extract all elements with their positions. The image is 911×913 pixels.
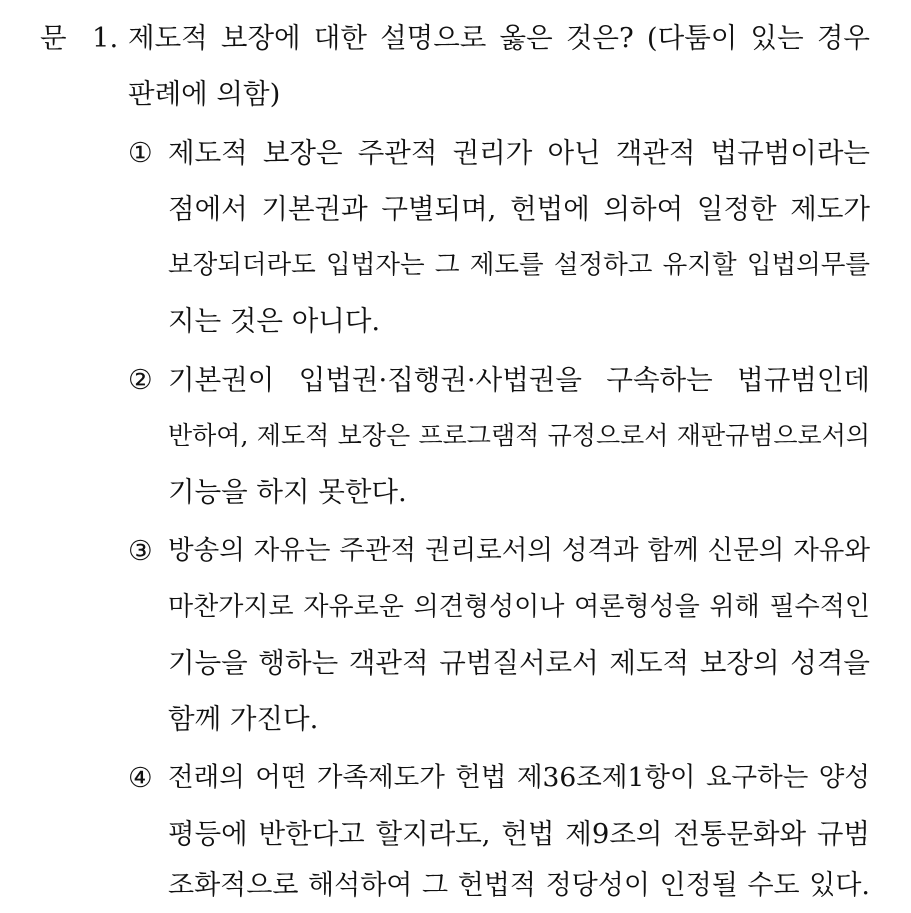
question-stem-line-1: 제도적 보장에 대한 설명으로 옳은 것은? (다툼이 있는 경우	[128, 22, 870, 54]
option-2-marker: ②	[128, 364, 153, 396]
option-3-line-3: 기능을 행하는 객관적 규범질서로서 제도적 보장의 성격을	[168, 647, 870, 679]
option-4-line-1: 전래의 어떤 가족제도가 헌법 제36조제1항이 요구하는 양성	[168, 762, 870, 793]
option-1-marker: ①	[128, 137, 153, 169]
option-1-line-3: 보장되더라도 입법자는 그 제도를 설정하고 유지할 입법의무를	[168, 250, 870, 280]
option-4-line-3: 조화적으로 해석하여 그 헌법적 정당성이 인정될 수도 있다.	[168, 870, 870, 901]
option-3-marker: ③	[128, 535, 153, 567]
option-2-line-3: 기능을 하지 못한다.	[168, 476, 407, 508]
option-3-line-1: 방송의 자유는 주관적 권리로서의 성격과 함께 신문의 자유와	[168, 535, 870, 566]
option-4-line-2: 평등에 반한다고 할지라도, 헌법 제9조의 전통문화와 규범	[168, 818, 870, 850]
question-stem-line-2: 판례에 의함)	[128, 78, 281, 110]
option-1-line-2: 점에서 기본권과 구별되며, 헌법에 의하여 일정한 제도가	[168, 193, 870, 225]
question-prefix: 문	[40, 22, 67, 54]
question-number: 1.	[92, 22, 119, 54]
option-3-line-4: 함께 가진다.	[168, 703, 319, 735]
option-2-line-1: 기본권이 입법권·집행권·사법권을 구속하는 법규범인데	[168, 364, 870, 396]
option-1-line-4: 지는 것은 아니다.	[168, 305, 381, 337]
option-3-line-2: 마찬가지로 자유로운 의견형성이나 여론형성을 위해 필수적인	[168, 592, 870, 622]
option-4-marker: ④	[128, 762, 153, 794]
option-1-line-1: 제도적 보장은 주관적 권리가 아닌 객관적 법규범이라는	[168, 137, 870, 169]
option-2-line-2: 반하여, 제도적 보장은 프로그램적 규정으로서 재판규범으로서의	[168, 421, 870, 450]
